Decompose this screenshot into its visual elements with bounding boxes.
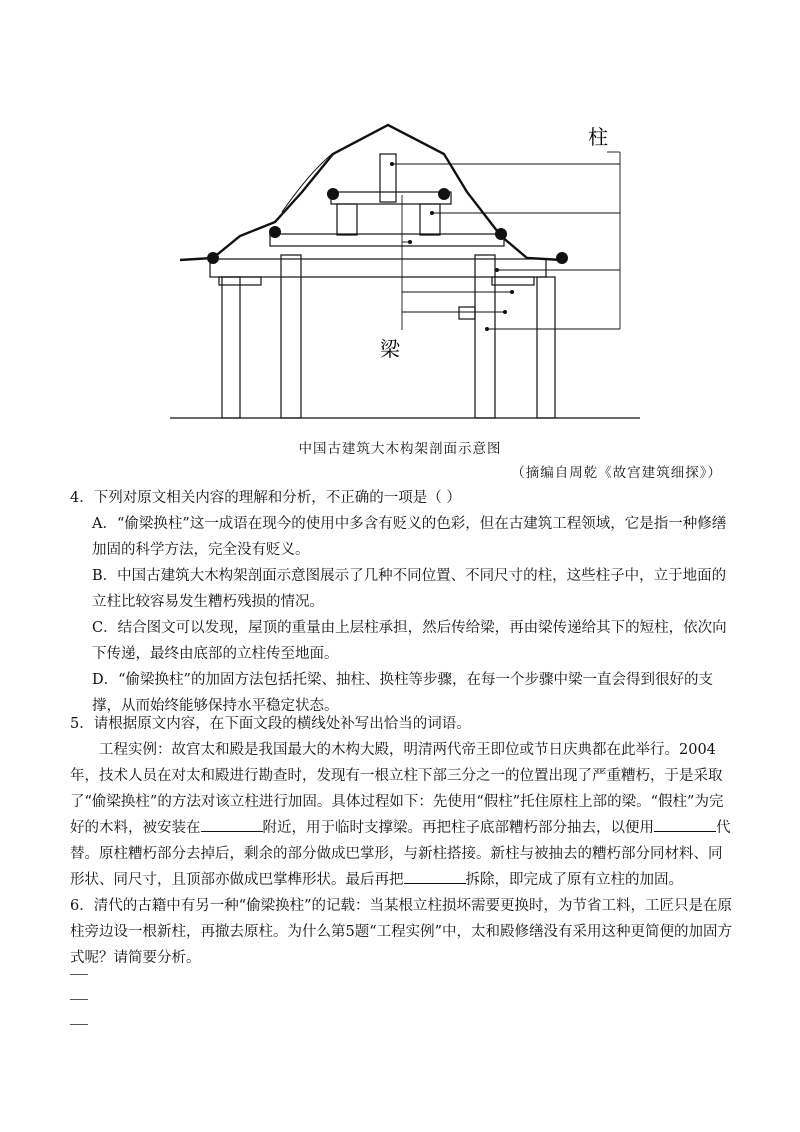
blank-2[interactable] <box>654 817 716 832</box>
question-5 <box>70 711 736 971</box>
q6-stem: 6．清代的古籍中有另一种“偷梁换柱”的记载：当某根立柱损坏需要更换时，为节省工料，工匠只是在原柱旁边设一根新柱，再撤去原柱。为什么第5题“工程实例”中，太和殿修缮没有采用这种更简便的加固方式呢？请简要分析。 <box>70 898 733 966</box>
q5-passage <box>70 737 736 893</box>
question-4 <box>70 485 736 719</box>
figure-source: （摘编自周乾《故宫建筑细探》） <box>511 465 722 481</box>
q5-passage-part3: 代替。原柱糟朽部分去掉后，剩余的部分做成巴掌形，与新柱搭接。新柱与被抽去的糟朽部分同材料、同形状、同尺寸，且顶部亦做成巴掌榫形状。最后再把 <box>70 820 731 888</box>
blank-1[interactable] <box>201 817 263 832</box>
q4-option-b: B．中国古建筑大木构架剖面示意图展示了几种不同位置、不同尺寸的柱，这些柱子中，立于地面的立柱比较容易发生糟朽残损的情况。 <box>92 568 727 610</box>
blank-3[interactable] <box>404 869 466 884</box>
answer-line-1[interactable] <box>70 974 88 975</box>
label-liang: 梁 <box>380 337 400 361</box>
label-zhu: 柱 <box>588 125 608 149</box>
timber-frame-diagram <box>170 112 640 430</box>
q4-option-c: C．结合图文可以发现，屋顶的重量由上层柱承担，然后传给梁，再由梁传递给其下的短柱，依次向下传递，最终由底部的立柱传至地面。 <box>92 620 727 662</box>
q4-option-d: D．“偷梁换柱”的加固方法包括托梁、抽柱、换柱等步骤，在每一个步骤中梁一直会得到很好的支撑，从而始终能够保持水平稳定状态。 <box>92 672 713 714</box>
q5-passage-part4: 拆除，即完成了原有立柱的加固。 <box>465 872 683 888</box>
answer-line-2[interactable] <box>70 999 88 1000</box>
q5-stem: 5．请根据原文内容，在下面文段的横线处补写出恰当的词语。 <box>70 716 471 732</box>
q5-passage-part1: 工程实例：故宫太和殿是我国最大的木构大殿，明清两代帝王即位或节日庆典都在此举行。2004年，技术人员在对太和殿进行勘查时，发现有一根立柱下部三分之一的位置出现了严重糟朽，于是采取了“偷梁换柱”的方法对该立柱进行加固。具体过程如下：先使用“假柱”托住原柱上部的梁。“假柱”为完好的木料，被安装在 <box>70 742 724 836</box>
q4-stem: 4．下列对原文相关内容的理解和分析，不正确的一项是（ ） <box>70 490 461 506</box>
figure-caption: 中国古建筑大木构架剖面示意图 <box>298 441 502 457</box>
section-drawing <box>170 112 640 430</box>
q4-option-a: A．“偷梁换柱”这一成语在现今的使用中多含有贬义的色彩，但在古建筑工程领域，它是指一种修缮加固的科学方法，完全没有贬义。 <box>92 516 727 558</box>
answer-line-3[interactable] <box>70 1024 88 1025</box>
q5-passage-part2: 附近，用于临时支撑梁。再把柱子底部糟朽部分抽去，以便用 <box>262 820 654 836</box>
